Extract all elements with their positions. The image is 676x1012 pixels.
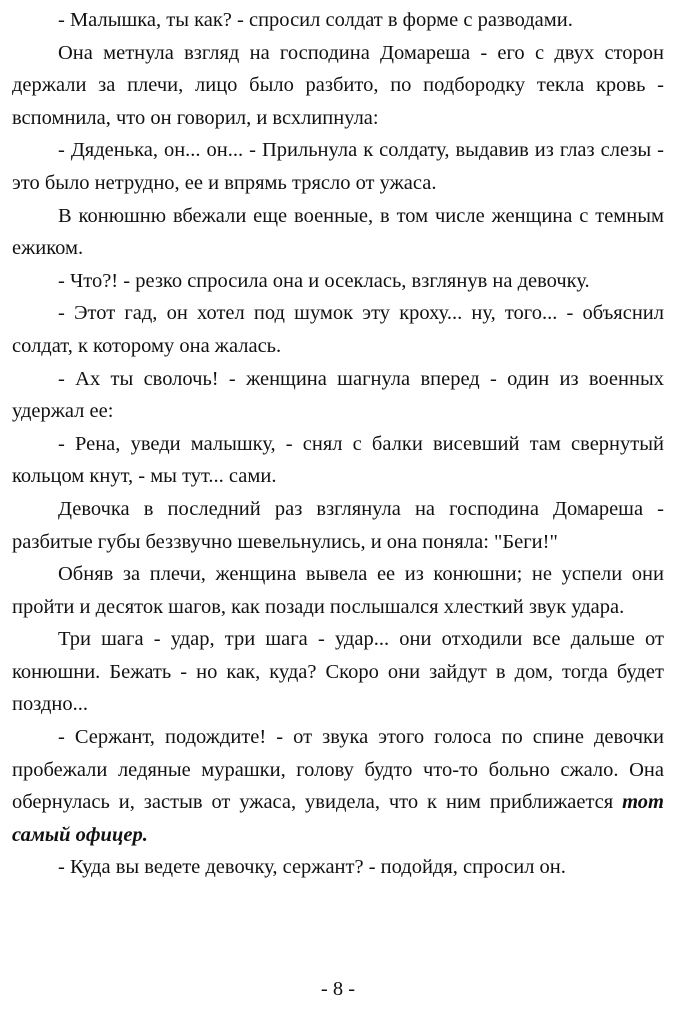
paragraph: Она метнула взгляд на господина Домареша - его с двух сторон держали за плечи, лицо было разбито, по подбородку текла кровь - вспомнила, что он говорил, и всхлипнула:: [12, 41, 664, 129]
paragraph: - Куда вы ведете девочку, сержант? - подойдя, спросил он.: [58, 856, 566, 879]
page-number: - 8 -: [320, 978, 356, 1000]
paragraph: - Ах ты сволочь! - женщина шагнула вперед - один из военных удержал ее:: [12, 367, 664, 423]
paragraph: - Что?! - резко спросила она и осеклась, взглянув на девочку.: [58, 269, 590, 292]
emphasized-text: тот самый офицер.: [12, 791, 664, 846]
paragraph: В конюшню вбежали еще военные, в том числе женщина с темным ежиком.: [12, 204, 664, 260]
paragraph: Обняв за плечи, женщина вывела ее из конюшни; не успели они пройти и десяток шагов, как позади послышался хлесткий звук удара.: [12, 563, 664, 618]
paragraph: - Рена, уведи малышку, - снял с балки висевший там свернутый кольцом кнут, - мы тут... сами.: [12, 432, 664, 488]
paragraph: Три шага - удар, три шага - удар... они отходили все дальше от конюшни. Бежать - но как, куда? Скоро они зайдут в дом, тогда будет поздно...: [12, 628, 664, 716]
paragraph: - Дяденька, он... он... - Прильнула к солдату, выдавив из глаз слезы - это было нетрудно, ее и впрямь трясло от ужаса.: [12, 139, 664, 194]
paragraph-with-emphasis: [12, 721, 664, 851]
book-page: [12, 0, 664, 1012]
paragraph: Девочка в последний раз взглянула на господина Домареша - разбитые губы беззвучно шевельнулись, и она поняла: "Беги!": [12, 497, 664, 553]
paragraph: - Этот гад, он хотел под шумок эту кроху... ну, того... - объяснил солдат, к которому она жалась.: [12, 302, 664, 357]
paragraph-text: - Сержант, подождите! - от звука этого голоса по спине девочки пробежали ледяные мурашки, голову будто что-то больно сжало. Она обернулась и, застыв от ужаса, увидела, что к ним приближается: [12, 726, 664, 814]
paragraph: - Малышка, ты как? - спросил солдат в форме с разводами.: [58, 9, 573, 31]
